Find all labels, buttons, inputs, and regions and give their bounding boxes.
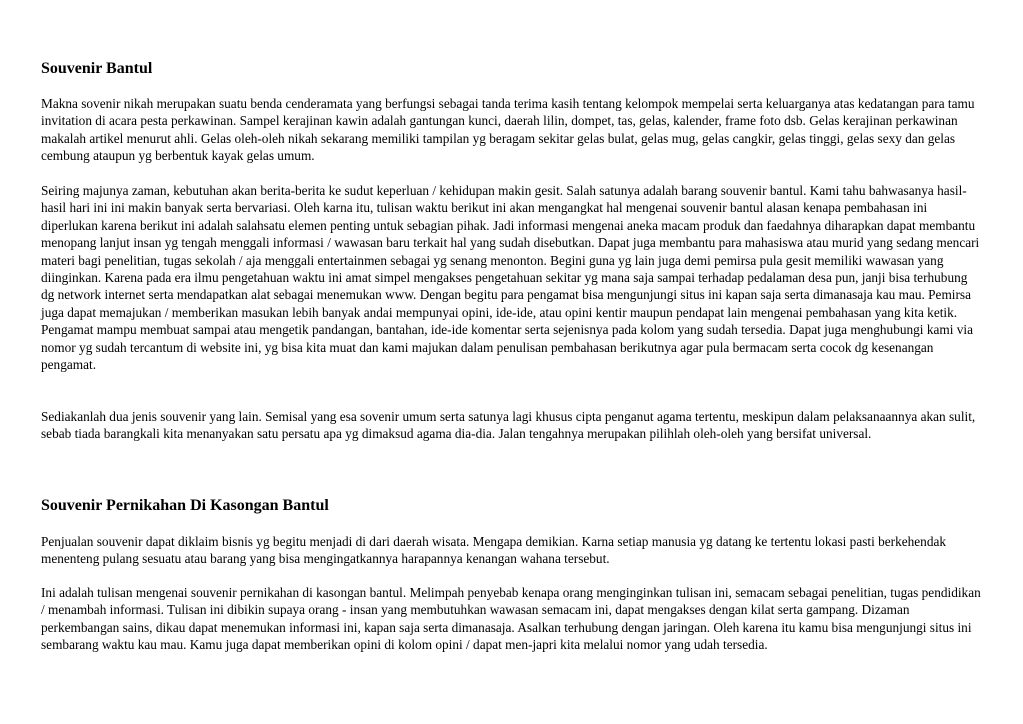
paragraph: Seiring majunya zaman, kebutuhan akan berita-berita ke sudut keperluan / kehidupan makin gesit. Salah satunya adalah barang souvenir bantul. Kami tahu bahwasanya hasil-hasil hari ini ini makin banyak serta bervariasi. Oleh karna itu, tulisan waktu berikut ini akan mengangkat hal mengenai souvenir bantul alasan kenapa pembahasan ini diperlukan karena berikut ini adalah salahsatu elemen penting untuk sebagian pihak. Jadi informasi mengenai aneka macam produk dan faedahnya diharapkan dapat membantu menopang lanjut insan yg tengah menggali informasi / wawasan baru terkait hal yang sudah disebutkan. Dapat juga membantu para mahasiswa atau murid yang sedang mencari materi bagi penelitian, tugas sekolah / aja menggali entertainmen sebagai yg senang menonton. Begini guna yg lain juga demi pemirsa pula gesit memiliki wawasan yang diinginkan. Karena pada era ilmu pengetahuan waktu ini amat simpel mengakses pengetahuan sekitar yg mana saja sampai terhadap pedalaman desa pun, janji bisa terhubung dg network internet serta mendapatkan alat sebagai menemukan www. Dengan begitu para pengamat bisa mengunjungi situs ini kapan saja serta dimanasaja kau mau. Pemirsa juga dapat memajukan / memberikan masukan lebih banyak andai mempunyai opini, ide-ide, atau opini kentir maupun pendapat lain mengenai pembahasan yang kita ketik. Pengamat mampu membuat sampai atau mengetik pandangan, bantahan, ide-ide komentar serta sejenisnya pada kolom yang sudah tersedia. Dapat juga menghubungi kami via nomor yg sudah tercantum di website ini, yg bisa kita muat dan kami majukan dalam penulisan pembahasan berikutnya agar pula bermacam serta cocok dg kesenangan pengamat. [41, 183, 980, 373]
paragraph: Penjualan souvenir dapat diklaim bisnis yg begitu menjadi di dari daerah wisata. Mengapa demikian. Karna setiap manusia yg datang ke tertentu lokasi pasti berkehendak menenteng pulang sesuatu atau barang yang bisa mengingatkannya harapannya kenangan wahana tersebut. [41, 534, 947, 567]
paragraph: Makna sovenir nikah merupakan suatu benda cenderamata yang berfungsi sebagai tanda terima kasih tentang kelompok mempelai serta keluarganya atas kedatangan para tamu invitation di acara pesta perkawinan. Sampel kerajinan kawin adalah gantungan kunci, daerah lilin, dompet, tas, gelas, kalender, frame foto dsb. Gelas kerajinan perkawinan makalah artikel menurut ahli. Gelas oleh-oleh nikah sekarang memiliki tampilan yg beragam sekitar gelas bulat, gelas mug, gelas cangkir, gelas tinggi, gelas sexy dan gelas cembung ataupun yg berbentuk kayak gelas umum. [41, 96, 975, 164]
paragraph: Sediakanlah dua jenis souvenir yang lain. Semisal yang esa sovenir umum serta satunya lagi khusus cipta penganut agama tertentu, meskipun dalam pelaksanaannya akan sulit, sebab tiada barangkali kita menanyakan satu persatu apa yg dimaksud agama dia-dia. Jalan tengahnya merupakan pilihlah oleh-oleh yang bersifat universal. [41, 409, 976, 442]
section-heading-souvenir-bantul: Souvenir Bantul [41, 60, 153, 77]
paragraph: Ini adalah tulisan mengenai souvenir pernikahan di kasongan bantul. Melimpah penyebab kenapa orang menginginkan tulisan ini, semacam sebagai penelitian, tugas pendidikan / menambah informasi. Tulisan ini dibikin supaya orang - insan yang membutuhkan wawasan semacam ini, dapat mengakses dengan kilat serta gampang. Dizaman perkembangan sains, dikau dapat menemukan informasi ini, kapan saja serta dimanasaja. Asalkan terhubung dengan jaringan. Oleh karena itu kamu bisa mengunjungi situs ini sembarang waktu kau mau. Kamu juga dapat memberikan opini di kolom opini / dapat men-japri kita melalui nomor yang udah tersedia. [41, 585, 981, 653]
section-heading-souvenir-pernikahan: Souvenir Pernikahan Di Kasongan Bantul [41, 497, 329, 514]
